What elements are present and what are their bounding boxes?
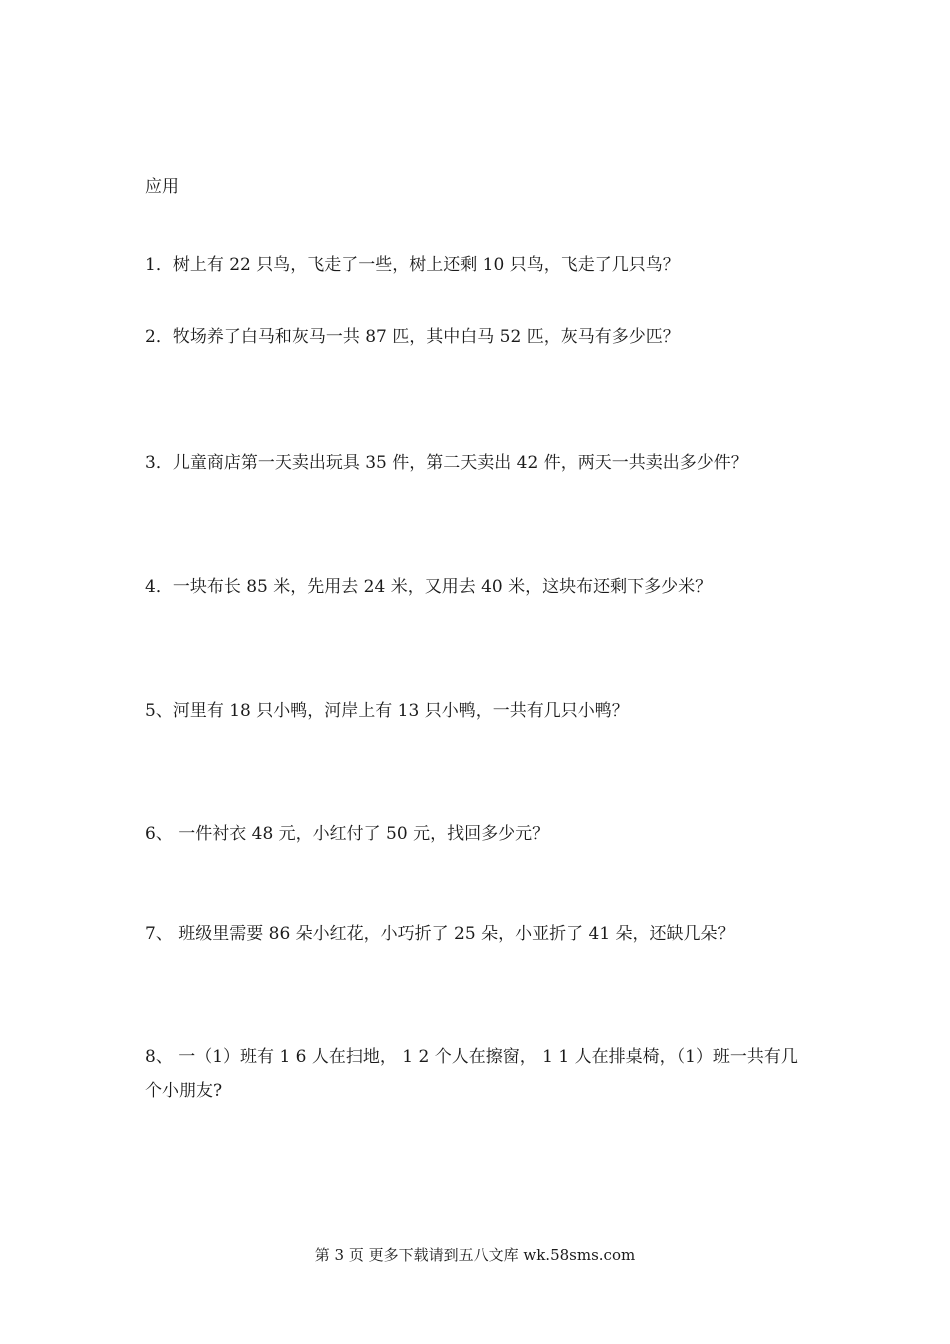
question-2: 2．牧场养了白马和灰马一共 87 匹，其中白马 52 匹，灰马有多少匹？ bbox=[145, 327, 680, 347]
question-8: 8、 一（1）班有 1 6 人在扫地， 1 2 个人在擦窗， 1 1 人在排桌椅，（1）班一共有几个小朋友? bbox=[145, 1047, 798, 1101]
question-6: 6、 一件衬衣 48 元，小红付了 50 元，找回多少元？ bbox=[145, 824, 550, 844]
question-1: 1．树上有 22 只鸟，飞走了一些，树上还剩 10 只鸟，飞走了几只鸟？ bbox=[145, 255, 680, 275]
page-footer: 第 3 页 更多下载请到五八文库 wk.58sms.com bbox=[314, 1246, 636, 1264]
question-5: 5、河里有 18 只小鸭，河岸上有 13 只小鸭，一共有几只小鸭？ bbox=[145, 701, 629, 721]
question-3: 3．儿童商店第一天卖出玩具 35 件，第二天卖出 42 件，两天一共卖出多少件？ bbox=[145, 453, 748, 473]
question-7: 7、 班级里需要 86 朵小红花，小巧折了 25 朵，小亚折了 41 朵，还缺几朵？ bbox=[145, 924, 735, 944]
section-title: 应用 bbox=[145, 177, 179, 197]
question-4: 4．一块布长 85 米，先用去 24 米，又用去 40 米，这块布还剩下多少米？ bbox=[145, 577, 713, 597]
